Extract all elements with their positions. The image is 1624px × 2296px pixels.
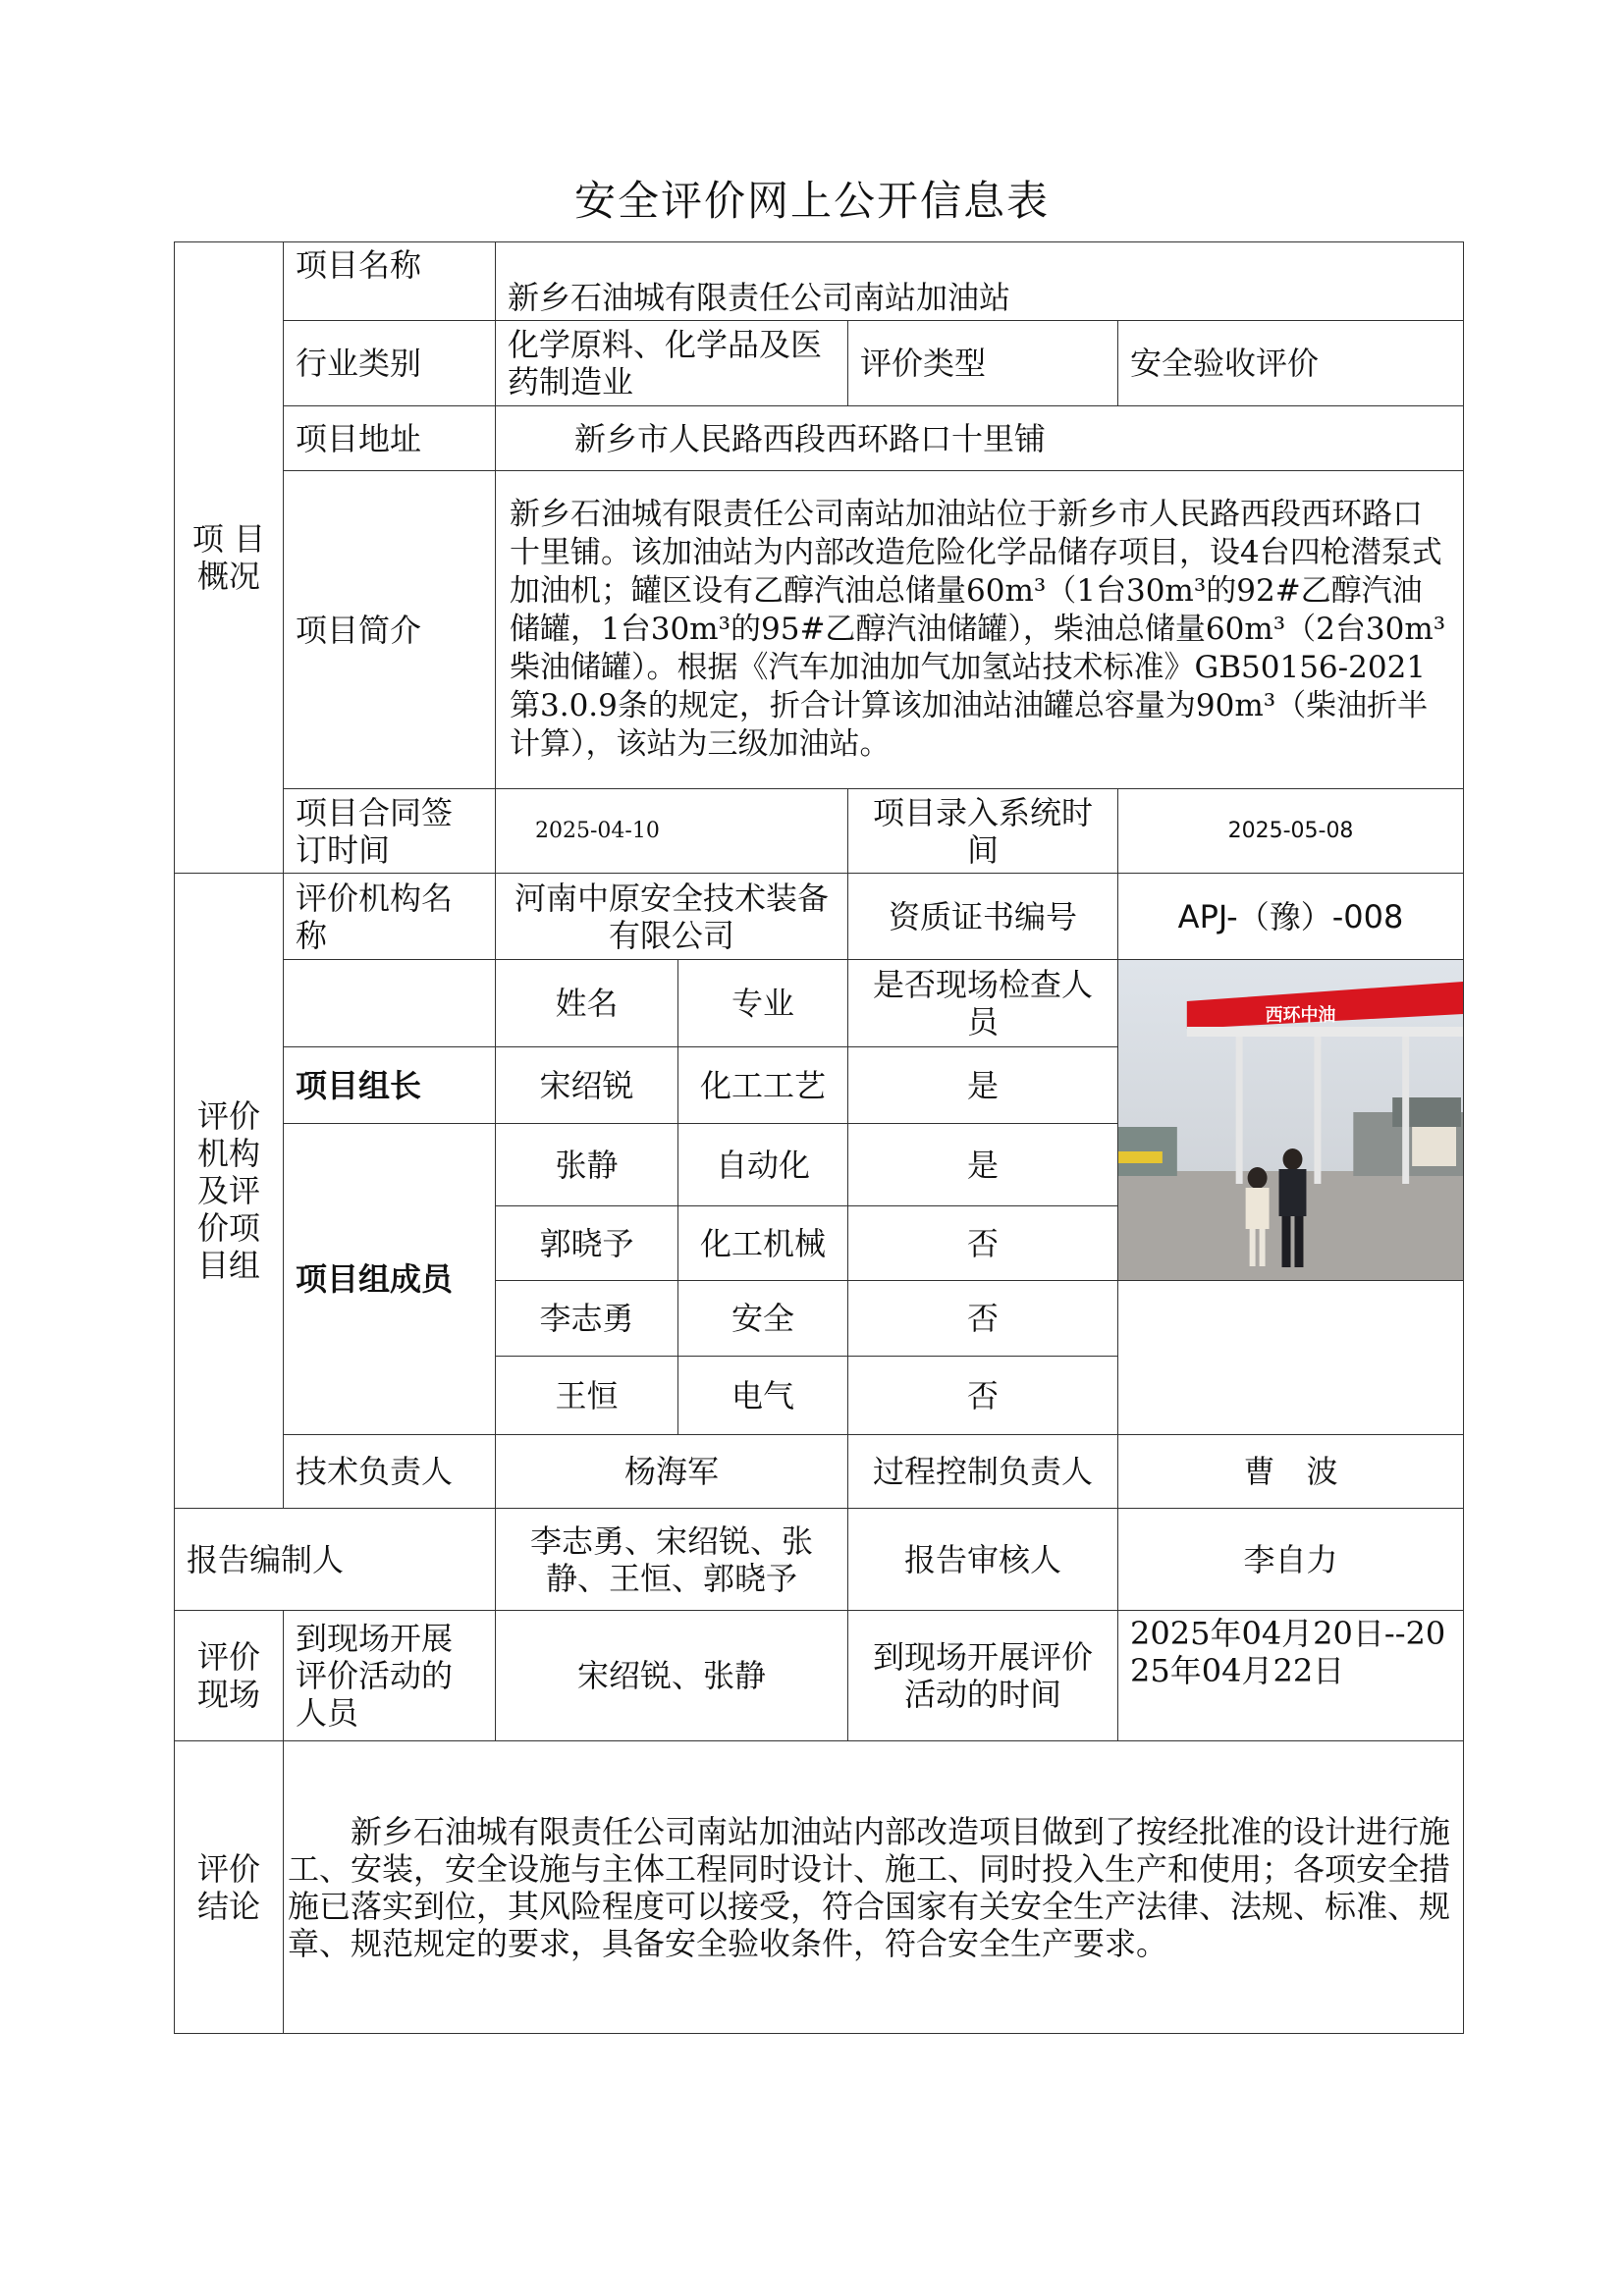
member-name: 郭晓予 <box>496 1206 678 1281</box>
col-major-header: 专业 <box>678 960 848 1047</box>
conclusion-text: 新乡石油城有限责任公司南站加油站内部改造项目做到了按经批准的设计进行施工、安装，安全设施与主体工程同时设计、施工、同时投入生产和使用；各项安全措施已落实到位，其风险程度可以接受，符合国家有关安全生产法律、法规、标准、规章、规范规定的要求，具备安全验收条件，符合安全生产要求。 <box>284 1741 1464 2034</box>
site-time-label: 到现场开展评价活动的时间 <box>848 1611 1118 1741</box>
intro-label: 项目简介 <box>284 471 496 789</box>
col-name-header: 姓名 <box>496 960 678 1047</box>
entry-label: 项目录入系统时间 <box>848 789 1118 874</box>
leader-major: 化工工艺 <box>678 1047 848 1124</box>
project-name-value: 新乡石油城有限责任公司南站加油站 <box>496 242 1464 321</box>
member-onsite: 是 <box>848 1124 1118 1206</box>
site-time: 2025年04月20日--2025年04月22日 <box>1118 1611 1464 1741</box>
report-authors: 李志勇、宋绍锐、张静、王恒、郭晓予 <box>496 1509 848 1611</box>
eval-type-value: 安全验收评价 <box>1118 321 1464 406</box>
gas-station-photo <box>1118 960 1463 1280</box>
org-name-label: 评价机构名称 <box>284 874 496 960</box>
cert-label: 资质证书编号 <box>848 874 1118 960</box>
tech-lead-label: 技术负责人 <box>284 1435 496 1509</box>
report-reviewer: 李自力 <box>1118 1509 1464 1611</box>
leader-onsite: 是 <box>848 1047 1118 1124</box>
address-value: 新乡市人民路西段西环路口十里铺 <box>496 406 1464 471</box>
entry-date: 2025-05-08 <box>1118 789 1464 874</box>
leader-name: 宋绍锐 <box>496 1047 678 1124</box>
site-photo <box>1118 960 1464 1281</box>
org-name-value: 河南中原安全技术装备有限公司 <box>496 874 848 960</box>
eval-type-label: 评价类型 <box>848 321 1118 406</box>
contract-label: 项目合同签订时间 <box>284 789 496 874</box>
member-major: 安全 <box>678 1281 848 1357</box>
site-people: 宋绍锐、张静 <box>496 1611 848 1741</box>
member-major: 自动化 <box>678 1124 848 1206</box>
overview-section-label: 项 目 概况 <box>175 242 284 874</box>
member-onsite: 否 <box>848 1206 1118 1281</box>
process-lead-name: 曹 波 <box>1118 1435 1464 1509</box>
report-author-label: 报告编制人 <box>175 1509 496 1611</box>
blank-photo-area <box>1118 1281 1464 1435</box>
member-name: 王恒 <box>496 1357 678 1435</box>
org-section-label: 评价机构及评价项目组 <box>175 874 284 1509</box>
member-major: 化工机械 <box>678 1206 848 1281</box>
tech-lead-name: 杨海军 <box>496 1435 848 1509</box>
member-major: 电气 <box>678 1357 848 1435</box>
industry-label: 行业类别 <box>284 321 496 406</box>
page-title: 安全评价网上公开信息表 <box>573 177 1050 225</box>
site-section-label: 评价现场 <box>175 1611 284 1741</box>
conclusion-section-label: 评价结论 <box>175 1741 284 2034</box>
report-reviewer-label: 报告审核人 <box>848 1509 1118 1611</box>
info-table <box>174 241 1464 874</box>
station-sign: 西环中油 <box>1265 1004 1336 1027</box>
member-name: 张静 <box>496 1124 678 1206</box>
contract-date: 2025-04-10 <box>496 789 848 874</box>
col-onsite-header: 是否现场检查人员 <box>848 960 1118 1047</box>
intro-value: 新乡石油城有限责任公司南站加油站位于新乡市人民路西段西环路口十里铺。该加油站为内部改造危险化学品储存项目，设4台四枪潜泵式加油机；罐区设有乙醇汽油总储量60m³（1台30m³的92#乙醇汽油储罐，1台30m³的95#乙醇汽油储罐），柴油总储量60m³（2台30m³柴油储罐）。根据《汽车加油加气加氢站技术标准》GB50156-2021第3.0.9条的规定，折合计算该加油站油罐总容量为90m³（柴油折半计算），该站为三级加油站。 <box>496 471 1464 789</box>
cert-no: APJ-（豫）-008 <box>1118 874 1464 960</box>
members-label: 项目组成员 <box>284 1124 496 1435</box>
address-label: 项目地址 <box>284 406 496 471</box>
project-name-label: 项目名称 <box>284 242 496 321</box>
blank-header-cell <box>284 960 496 1047</box>
org-table <box>174 873 1464 2034</box>
site-people-label: 到现场开展评价活动的人员 <box>284 1611 496 1741</box>
member-onsite: 否 <box>848 1357 1118 1435</box>
leader-label: 项目组长 <box>284 1047 496 1124</box>
member-onsite: 否 <box>848 1281 1118 1357</box>
process-lead-label: 过程控制负责人 <box>848 1435 1118 1509</box>
member-name: 李志勇 <box>496 1281 678 1357</box>
industry-value: 化学原料、化学品及医药制造业 <box>496 321 848 406</box>
